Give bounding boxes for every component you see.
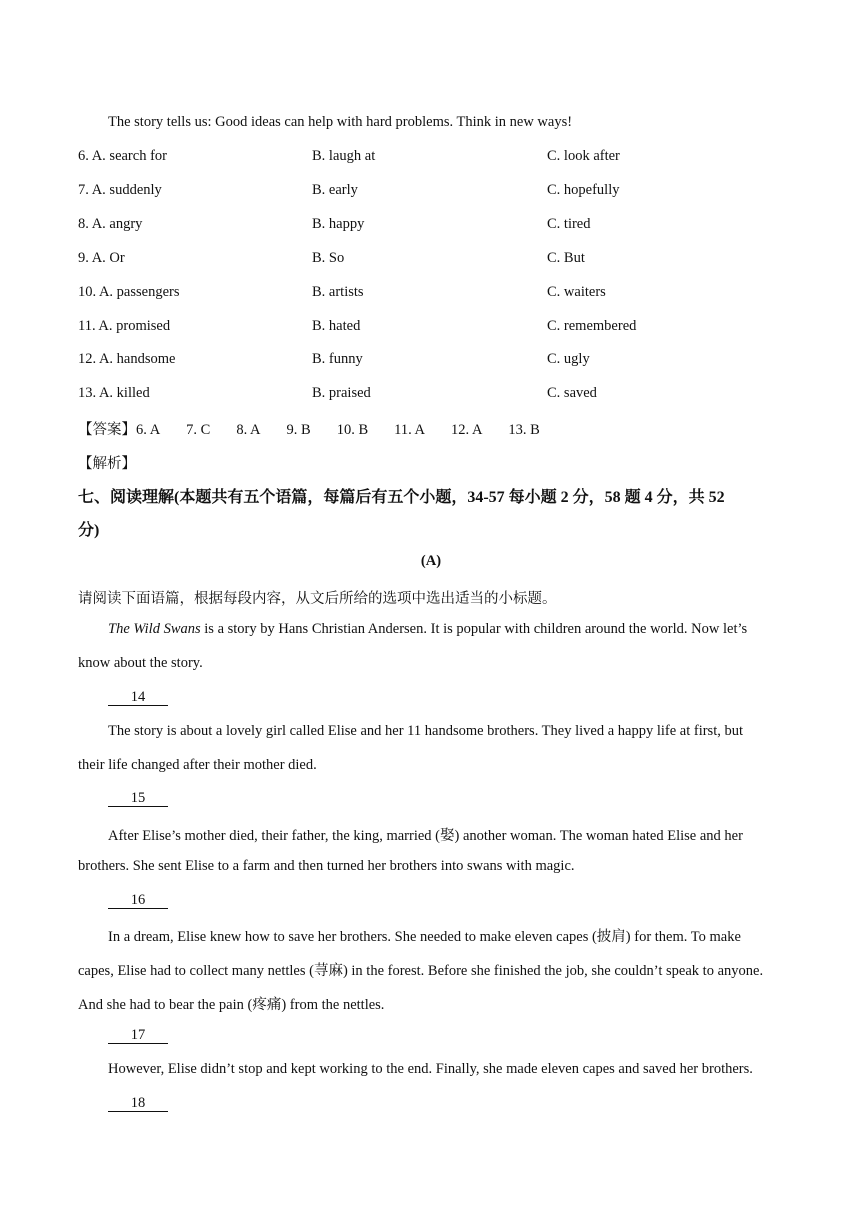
instruction-text: 请阅读下面语篇，根据每段内容，从文后所给的选项中选出适当的小标题。 [78,591,557,607]
section-heading: 七、阅读理解(本题共有五个语篇，每篇后有五个小题，34-57 每小题 2 分，58 题 4 分，共 52 [78,489,725,506]
option-c: C. ugly [547,351,590,367]
option-b: B. happy [312,216,365,232]
blank-16 [108,892,784,909]
paragraph-3-line2: brothers. She sent Elise to a farm and then turned her brothers into swans with magic. [78,858,575,874]
answer-label: 【答案】 [78,422,136,438]
option-b: B. artists [312,284,364,300]
option-b: B. hated [312,318,361,334]
option-a: 7. A. suddenly [78,182,162,198]
question-9-options [78,250,784,270]
option-a: 13. A. killed [78,385,150,401]
option-a: 6. A. search for [78,148,167,164]
option-b: B. praised [312,385,371,401]
option-a: 11. A. promised [78,318,171,334]
blank-number: 18 [108,1095,168,1112]
blank-18 [108,1095,784,1112]
answer-12: 12. A [451,422,483,438]
blank-14 [108,689,784,706]
blank-number: 14 [108,689,168,706]
option-c: C. tired [547,216,591,232]
paragraph-5-line1: However, Elise didn’t stop and kept working to the end. Finally, she made eleven capes and saved her brothers. [108,1061,753,1077]
question-7-options [78,182,784,202]
option-b: B. So [312,250,345,266]
paragraph-2-line2: their life changed after their mother died. [78,757,317,773]
option-c: C. saved [547,385,597,401]
option-b: B. laugh at [312,148,376,164]
analysis-label: 【解析】 [78,456,136,472]
moral-sentence: The story tells us: Good ideas can help with hard problems. Think in new ways! [108,114,573,130]
answer-10: 10. B [336,422,369,438]
option-a: 12. A. handsome [78,351,176,367]
option-a: 10. A. passengers [78,284,180,300]
paragraph-intro-text: is a story by Hans Christian Andersen. It is popular with children around the world. Now let’s [200,621,748,637]
option-a: 8. A. angry [78,216,143,232]
answer-11: 11. A [394,422,425,438]
part-label: (A) [420,553,442,569]
section-heading-continued: 分) [78,522,100,539]
option-c: C. look after [547,148,620,164]
question-6-options [78,148,784,168]
story-title: The Wild Swans [108,621,201,637]
option-c: C. hopefully [547,182,620,198]
question-8-options [78,216,784,236]
question-11-options [78,318,784,338]
blank-17 [108,1027,784,1044]
paragraph-4-line1: In a dream, Elise knew how to save her brothers. She needed to make eleven capes (披肩) for them. To make [108,929,741,945]
blank-15 [108,790,784,807]
paragraph-4-line3: And she had to bear the pain (疼痛) from the nettles. [78,997,385,1013]
option-c: C. But [547,250,585,266]
blank-number: 16 [108,892,168,909]
question-13-options [78,385,784,405]
option-b: B. funny [312,351,363,367]
blank-number: 15 [108,790,168,807]
answer-13: 13. B [508,422,540,438]
answer-key [78,418,784,439]
answer-7: 7. C [186,422,211,438]
paragraph-intro-line2: know about the story. [78,655,203,671]
question-12-options [78,351,784,371]
option-c: C. remembered [547,318,637,334]
option-b: B. early [312,182,358,198]
paragraph-4-line2: capes, Elise had to collect many nettles (荨麻) in the forest. Before she finished the job, she couldn’t speak to anyone. [78,963,764,979]
answer-9: 9. B [286,422,311,438]
answer-6: 6. A [136,422,161,438]
question-10-options [78,284,784,304]
answer-8: 8. A [236,422,261,438]
paragraph-2-line1: The story is about a lovely girl called Elise and her 11 handsome brothers. They lived a happy life at first, but [108,723,744,739]
paragraph-intro [108,621,784,638]
blank-number: 17 [108,1027,168,1044]
option-a: 9. A. Or [78,250,125,266]
option-c: C. waiters [547,284,606,300]
paragraph-3-line1: After Elise’s mother died, their father, the king, married (娶) another woman. The woman hated Elise and her [108,828,743,844]
